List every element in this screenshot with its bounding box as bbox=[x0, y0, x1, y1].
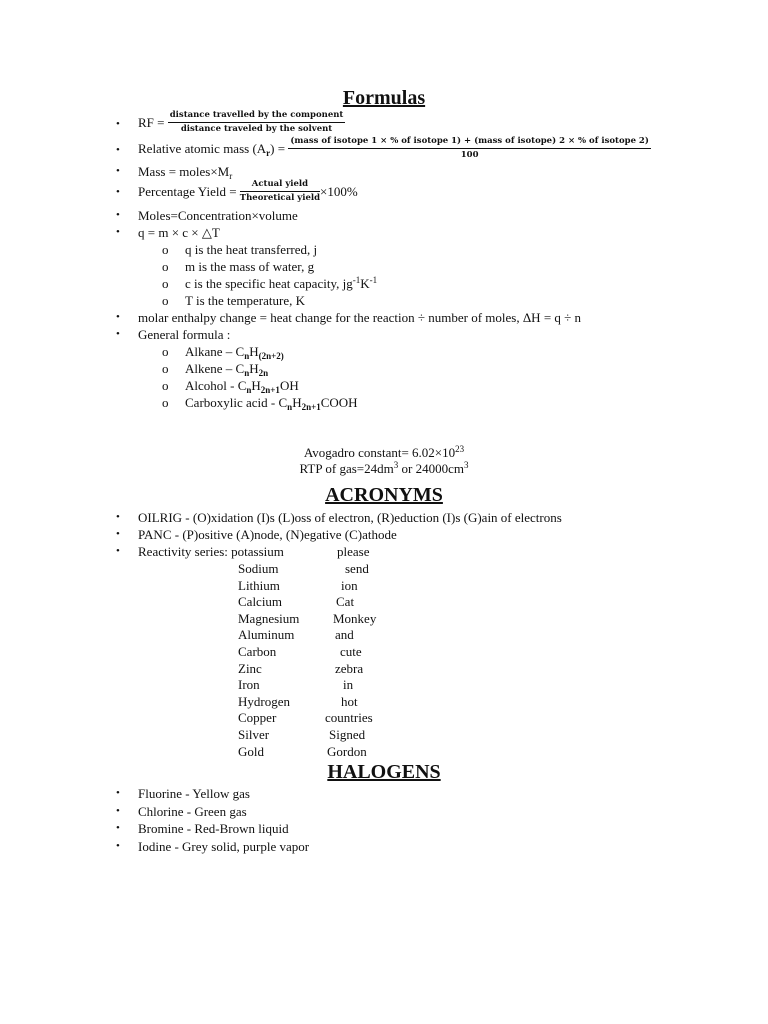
reactivity-word: in bbox=[343, 677, 354, 693]
molar-enthalpy: molar enthalpy change = heat change for the reaction ÷ number of moles, ΔH = q ÷ n bbox=[138, 310, 582, 325]
c-item-k: K bbox=[360, 276, 370, 291]
carb-cooh: COOH bbox=[320, 395, 358, 410]
reactivity-word: countries bbox=[325, 710, 373, 726]
ram-denominator: 100 bbox=[460, 150, 479, 160]
reactivity-word: ion bbox=[341, 577, 358, 593]
rf-label: RF = bbox=[138, 115, 165, 130]
c-item-sup: -1 bbox=[369, 275, 378, 285]
alcohol-text: Alcohol - C bbox=[185, 378, 247, 393]
reactivity-metal: Magnesium bbox=[238, 610, 300, 626]
bullet: • bbox=[116, 165, 120, 177]
bullet: • bbox=[116, 144, 120, 156]
ram-fraction bbox=[288, 136, 651, 161]
reactivity-word: Cat bbox=[336, 594, 355, 610]
bullet: • bbox=[116, 511, 120, 523]
reactivity-word: send bbox=[345, 561, 369, 576]
carb-h: H bbox=[292, 395, 302, 410]
ram-sub: r bbox=[266, 148, 271, 158]
acronyms-heading: ACRONYMS bbox=[325, 484, 443, 506]
bullet: • bbox=[116, 840, 120, 853]
reactivity-metal: Aluminum bbox=[238, 627, 295, 643]
oilrig-item: OILRIG - (O)xidation (I)s (L)oss of electron, (R)eduction (I)s (G)ain of electrons bbox=[138, 510, 562, 525]
sub-bullet: o bbox=[162, 344, 169, 359]
py-tail: ×100% bbox=[320, 184, 358, 199]
halogen-item: Chlorine - Green gas bbox=[138, 803, 247, 819]
py-fraction bbox=[240, 179, 320, 204]
alcohol-formula bbox=[185, 378, 299, 393]
sub-bullet: o bbox=[162, 242, 169, 257]
c-item-sup: -1 bbox=[352, 275, 361, 285]
sub-bullet: o bbox=[162, 395, 169, 410]
general-formula-label: General formula : bbox=[138, 327, 231, 342]
halogen-item: Fluorine - Yellow gas bbox=[138, 786, 250, 801]
q-formula: q = m × c × △T bbox=[138, 225, 220, 240]
rtp-gas bbox=[0, 461, 768, 476]
py-formula bbox=[138, 179, 358, 204]
alkene-sub: n bbox=[244, 368, 250, 378]
ram-formula bbox=[138, 136, 651, 161]
sub-bullet: o bbox=[162, 276, 169, 291]
reactivity-metal: Hydrogen bbox=[238, 693, 290, 709]
rtp-sup: 3 bbox=[463, 460, 469, 470]
reactivity-word: Gordon bbox=[327, 743, 367, 759]
reactivity-word: and bbox=[335, 627, 354, 643]
alcohol-oh: OH bbox=[279, 378, 299, 393]
bullet: • bbox=[116, 226, 120, 238]
rtp-text: RTP of gas=24dm bbox=[299, 461, 394, 476]
reactivity-metal: Copper bbox=[238, 710, 277, 726]
avogadro-text: Avogadro constant= 6.02×10 bbox=[303, 445, 456, 460]
reactivity-metal: Sodium bbox=[238, 561, 279, 576]
reactivity-word: hot bbox=[341, 693, 358, 709]
sub-bullet: o bbox=[162, 293, 169, 308]
reactivity-word: Signed bbox=[329, 727, 366, 742]
carb-sub: 2n+1 bbox=[301, 402, 321, 412]
sub-bullet: o bbox=[162, 378, 169, 393]
alkane-text: Alkane – C bbox=[185, 344, 245, 359]
c-item-text: c is the specific heat capacity, jg bbox=[185, 276, 353, 291]
sub-bullet: o bbox=[162, 361, 169, 376]
c-item bbox=[185, 276, 377, 291]
halogen-item: Iodine - Grey solid, purple vapor bbox=[138, 839, 310, 855]
carb-text: Carboxylic acid - C bbox=[185, 395, 288, 410]
alcohol-h: H bbox=[251, 378, 261, 393]
ram-label-end: ) = bbox=[270, 141, 286, 156]
reactivity-metal: Calcium bbox=[238, 594, 283, 610]
carboxylic-formula bbox=[185, 395, 358, 410]
halogen-item: Bromine - Red-Brown liquid bbox=[138, 821, 289, 837]
ram-label: Relative atomic mass (A bbox=[138, 141, 267, 156]
bullet: • bbox=[116, 118, 120, 130]
halogens-heading: HALOGENS bbox=[327, 761, 441, 783]
alkene-text: Alkene – C bbox=[185, 361, 245, 376]
py-numerator: Actual yield bbox=[240, 179, 320, 192]
alcohol-sub: n bbox=[246, 385, 252, 395]
bullet: • bbox=[116, 186, 120, 198]
bullet: • bbox=[116, 787, 120, 799]
bullet: • bbox=[116, 311, 120, 323]
alkane-formula bbox=[185, 344, 284, 359]
ram-numerator: (mass of isotope 1 × % of isotope 1) + (mass of isotope) 2 × % of isotope 2) bbox=[288, 136, 651, 149]
bullet: • bbox=[116, 528, 120, 540]
mass-text: Mass = moles×M bbox=[138, 164, 230, 179]
panc-item: PANC - (P)ositive (A)node, (N)egative (C)athode bbox=[138, 527, 397, 542]
bullet: • bbox=[116, 209, 120, 221]
bullet: • bbox=[116, 822, 120, 835]
rf-formula bbox=[138, 110, 345, 135]
alkene-h: H bbox=[249, 361, 259, 376]
alkene-sub: 2n bbox=[258, 368, 269, 378]
alkane-sub: (2n+2) bbox=[258, 351, 284, 361]
bullet: • bbox=[116, 804, 120, 817]
rf-denominator: distance traveled by the solvent bbox=[180, 124, 333, 134]
carb-sub: n bbox=[287, 402, 293, 412]
alkane-h: H bbox=[249, 344, 259, 359]
reactivity-metal: Lithium bbox=[238, 577, 280, 593]
mass-formula bbox=[138, 164, 232, 179]
rtp-text-b: or 24000cm bbox=[398, 461, 464, 476]
reactivity-label: Reactivity series: potassium bbox=[138, 544, 284, 559]
reactivity-word: please bbox=[337, 544, 370, 559]
reactivity-word: zebra bbox=[335, 660, 364, 676]
m-item: m is the mass of water, g bbox=[185, 259, 315, 274]
py-denominator: Theoretical yield bbox=[239, 193, 321, 203]
mass-sub: r bbox=[229, 171, 233, 181]
bullet: • bbox=[116, 328, 120, 340]
rf-fraction bbox=[168, 110, 346, 135]
bullet: • bbox=[116, 545, 120, 557]
sub-bullet: o bbox=[162, 259, 169, 274]
reactivity-word: cute bbox=[340, 644, 362, 659]
t-item: T is the temperature, K bbox=[185, 293, 305, 308]
rtp-sup: 3 bbox=[393, 460, 399, 470]
formulas-heading: Formulas bbox=[342, 87, 426, 109]
reactivity-metal: Carbon bbox=[238, 644, 277, 659]
alcohol-sub: 2n+1 bbox=[260, 385, 280, 395]
avogadro-constant bbox=[0, 445, 768, 460]
avogadro-sup: 23 bbox=[455, 444, 465, 454]
q-item: q is the heat transferred, j bbox=[185, 242, 318, 257]
alkane-sub: n bbox=[244, 351, 250, 361]
reactivity-metal: Iron bbox=[238, 677, 260, 693]
moles-formula: Moles=Concentration×volume bbox=[138, 208, 298, 223]
reactivity-word: Monkey bbox=[333, 610, 377, 626]
reactivity-metal: Zinc bbox=[238, 660, 262, 676]
reactivity-metal: Silver bbox=[238, 727, 270, 742]
reactivity-metal: Gold bbox=[238, 743, 264, 759]
py-label: Percentage Yield = bbox=[138, 184, 237, 199]
alkene-formula bbox=[185, 361, 268, 376]
rf-numerator: distance travelled by the component bbox=[168, 110, 346, 123]
